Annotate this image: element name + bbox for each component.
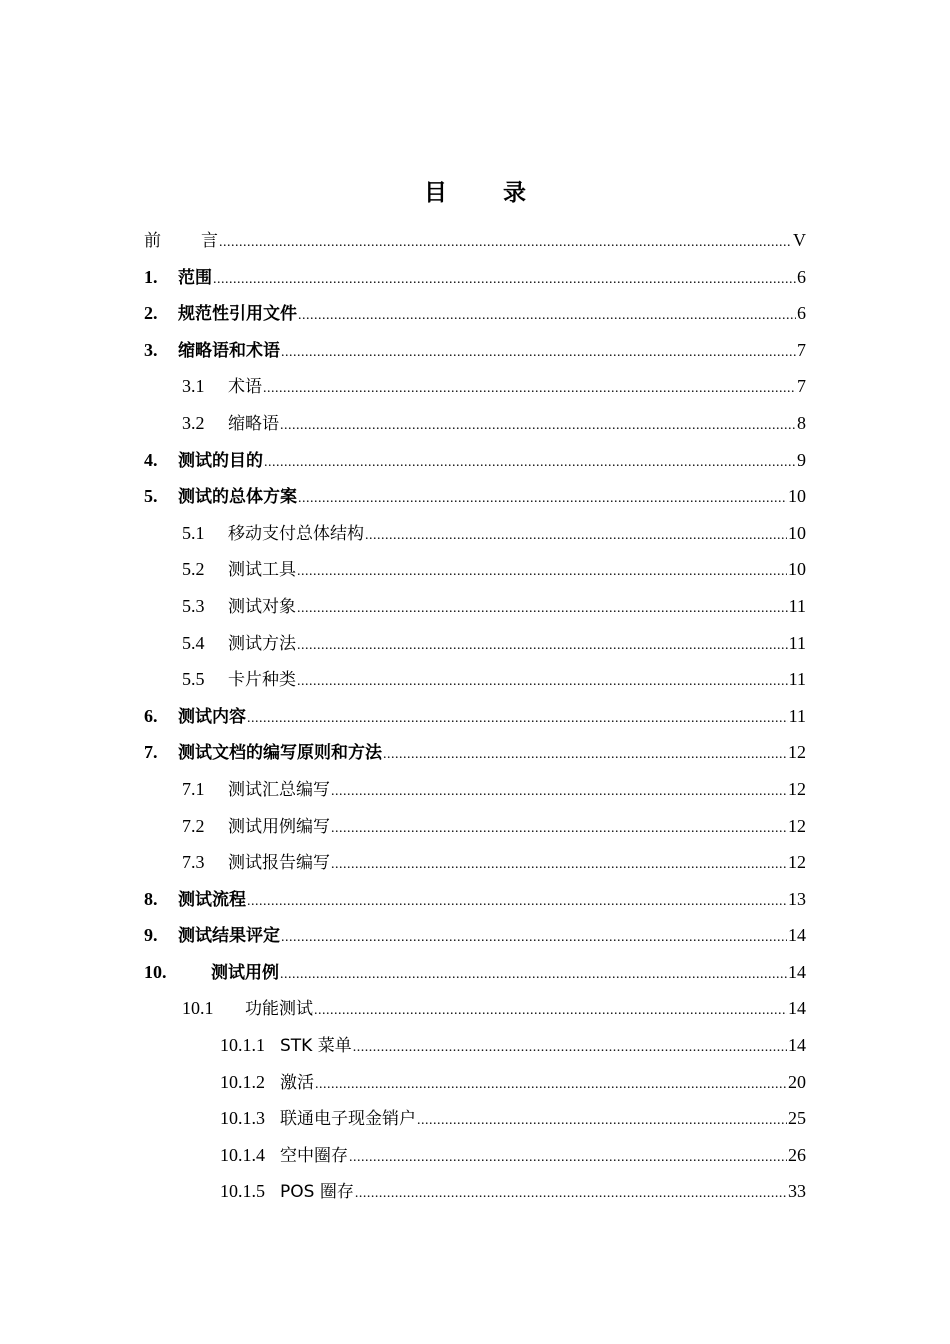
toc-entry-label: 测试对象 bbox=[228, 596, 296, 617]
toc-entry[interactable] bbox=[144, 442, 806, 479]
toc-page-number: 12 bbox=[788, 852, 806, 873]
dot-leader bbox=[263, 369, 796, 408]
toc-entry-number: 10.1.4 bbox=[220, 1144, 265, 1165]
toc-page-number: 10 bbox=[788, 486, 806, 507]
toc-page-number: 25 bbox=[788, 1108, 806, 1129]
toc-entry-label: 移动支付总体结构 bbox=[228, 523, 364, 544]
dot-leader bbox=[417, 1101, 787, 1140]
toc-entry-number: 10.1.1 bbox=[220, 1035, 265, 1056]
dot-leader bbox=[298, 479, 787, 518]
dot-leader bbox=[280, 406, 796, 445]
dot-leader bbox=[213, 260, 796, 299]
dot-leader bbox=[281, 918, 787, 957]
toc-page-number: 13 bbox=[788, 888, 806, 909]
toc-page-number: 12 bbox=[788, 815, 806, 836]
toc-entry-number: 5.1 bbox=[182, 522, 205, 543]
dot-leader bbox=[383, 735, 787, 774]
toc-entry-label: POS 圈存 bbox=[280, 1182, 354, 1203]
toc-entry-number: 5. bbox=[144, 486, 158, 507]
toc-entry-label: 术语 bbox=[228, 377, 262, 398]
toc-entry-number: 10.1.5 bbox=[220, 1181, 265, 1202]
toc-entry-label: 测试文档的编写原则和方法 bbox=[178, 743, 382, 764]
toc-entry[interactable] bbox=[144, 881, 806, 918]
toc-page-number: 6 bbox=[797, 266, 806, 287]
dot-leader bbox=[280, 955, 787, 994]
toc-entry-label: 缩略语和术语 bbox=[178, 340, 280, 361]
toc-entry-number: 1. bbox=[144, 266, 158, 287]
toc-page-number: 6 bbox=[797, 303, 806, 324]
toc-page-number: 14 bbox=[788, 998, 806, 1019]
toc-entry-label: 功能测试 bbox=[245, 999, 313, 1020]
toc-entry-label: 测试汇总编写 bbox=[228, 779, 330, 800]
toc-entry[interactable] bbox=[144, 259, 806, 296]
dot-leader bbox=[355, 1174, 787, 1213]
toc-entry-label: 测试用例编写 bbox=[228, 816, 330, 837]
toc-entry[interactable] bbox=[144, 771, 806, 808]
toc-entry-preface[interactable] bbox=[144, 222, 806, 259]
toc-page-number: 26 bbox=[788, 1144, 806, 1165]
dot-leader bbox=[298, 296, 796, 335]
toc-entry-number: 3.2 bbox=[182, 412, 205, 433]
dot-leader bbox=[264, 443, 796, 482]
dot-leader bbox=[331, 772, 787, 811]
toc-entry[interactable] bbox=[144, 698, 806, 735]
toc-entry-label: 缩略语 bbox=[228, 413, 279, 434]
toc-entry[interactable] bbox=[144, 1064, 806, 1101]
toc-page-number: 10 bbox=[788, 522, 806, 543]
dot-leader bbox=[331, 845, 787, 884]
toc-entry[interactable] bbox=[144, 588, 806, 625]
dot-leader bbox=[297, 589, 788, 628]
toc-entry[interactable] bbox=[144, 295, 806, 332]
toc-entry-label: 测试的目的 bbox=[178, 450, 263, 471]
toc-list bbox=[144, 222, 806, 1210]
toc-entry-number: 9. bbox=[144, 925, 158, 946]
toc-entry[interactable] bbox=[144, 1100, 806, 1137]
toc-entry-number: 5.5 bbox=[182, 669, 205, 690]
dot-leader bbox=[315, 1065, 787, 1104]
toc-entry-label: 激活 bbox=[280, 1072, 314, 1093]
toc-entry-number: 3. bbox=[144, 339, 158, 360]
toc-entry-label: 规范性引用文件 bbox=[178, 304, 297, 325]
dot-leader bbox=[353, 1028, 787, 1067]
toc-entry[interactable] bbox=[144, 990, 806, 1027]
toc-entry[interactable] bbox=[144, 625, 806, 662]
dot-leader bbox=[349, 1138, 787, 1177]
toc-entry[interactable] bbox=[144, 478, 806, 515]
toc-entry[interactable] bbox=[144, 734, 806, 771]
toc-entry-label: 测试用例 bbox=[211, 962, 279, 983]
dot-leader bbox=[297, 626, 788, 665]
toc-entry-number: 6. bbox=[144, 705, 158, 726]
dot-leader bbox=[314, 991, 787, 1030]
toc-entry-number: 5.3 bbox=[182, 595, 205, 616]
toc-page-number: 8 bbox=[797, 412, 806, 433]
toc-entry-number: 5.4 bbox=[182, 632, 205, 653]
toc-entry-number: 7.2 bbox=[182, 815, 205, 836]
dot-leader bbox=[297, 662, 788, 701]
toc-entry[interactable] bbox=[144, 551, 806, 588]
dot-leader bbox=[331, 809, 787, 848]
toc-entry-number: 10. bbox=[144, 961, 167, 982]
toc-entry-label: 空中圈存 bbox=[280, 1145, 348, 1166]
toc-entry-label: STK 菜单 bbox=[280, 1036, 352, 1057]
toc-entry-label: 前 言 bbox=[144, 231, 218, 251]
toc-entry-number: 4. bbox=[144, 449, 158, 470]
toc-entry-number: 3.1 bbox=[182, 376, 205, 397]
toc-entry-label: 测试内容 bbox=[178, 706, 246, 727]
toc-entry[interactable] bbox=[144, 661, 806, 698]
dot-leader bbox=[281, 333, 796, 372]
toc-entry-label: 测试流程 bbox=[178, 889, 246, 910]
toc-entry[interactable] bbox=[144, 844, 806, 881]
toc-page-number: 11 bbox=[788, 669, 806, 690]
toc-entry-label: 测试方法 bbox=[228, 633, 296, 654]
dot-leader bbox=[247, 882, 787, 921]
toc-entry[interactable] bbox=[144, 1137, 806, 1174]
toc-page-number: 11 bbox=[788, 632, 806, 653]
toc-page-number: 11 bbox=[788, 595, 806, 616]
toc-entry-number: 10.1.2 bbox=[220, 1071, 265, 1092]
toc-page-number: 14 bbox=[788, 961, 806, 982]
toc-entry-number: 2. bbox=[144, 303, 158, 324]
toc-entry[interactable] bbox=[144, 368, 806, 405]
toc-entry-number: 7.1 bbox=[182, 778, 205, 799]
toc-entry-label: 联通电子现金销户 bbox=[280, 1109, 416, 1130]
toc-entry-number: 5.2 bbox=[182, 559, 205, 580]
toc-page-number: 12 bbox=[788, 778, 806, 799]
dot-leader bbox=[297, 552, 787, 591]
toc-page-number: 33 bbox=[788, 1181, 806, 1202]
toc-page-number: 7 bbox=[797, 376, 806, 397]
dot-leader bbox=[219, 223, 792, 262]
toc-entry-number: 7. bbox=[144, 742, 158, 763]
toc-page-number: 9 bbox=[797, 449, 806, 470]
toc-page-number: 12 bbox=[788, 742, 806, 763]
toc-entry[interactable] bbox=[144, 808, 806, 845]
toc-entry-label: 测试结果评定 bbox=[178, 926, 280, 947]
toc-entry[interactable] bbox=[144, 917, 806, 954]
toc-page-number: 10 bbox=[788, 559, 806, 580]
toc-entry-label: 卡片种类 bbox=[228, 670, 296, 691]
toc-entry-label: 范围 bbox=[178, 267, 212, 288]
toc-entry[interactable] bbox=[144, 954, 806, 991]
toc-page-number: 14 bbox=[788, 925, 806, 946]
toc-entry[interactable] bbox=[144, 1027, 806, 1064]
toc-page-number: V bbox=[793, 230, 806, 250]
toc-page-number: 11 bbox=[788, 705, 806, 726]
toc-entry-label: 测试报告编写 bbox=[228, 853, 330, 874]
toc-entry-number: 7.3 bbox=[182, 852, 205, 873]
toc-title: 目 录 bbox=[423, 180, 550, 206]
toc-entry[interactable] bbox=[144, 515, 806, 552]
dot-leader bbox=[247, 699, 788, 738]
toc-entry[interactable] bbox=[144, 405, 806, 442]
toc-entry-number: 8. bbox=[144, 888, 158, 909]
toc-entry-number: 10.1 bbox=[182, 998, 214, 1019]
dot-leader bbox=[365, 516, 787, 555]
toc-page-number: 14 bbox=[788, 1035, 806, 1056]
toc-entry-number: 10.1.3 bbox=[220, 1108, 265, 1129]
toc-entry[interactable] bbox=[144, 1173, 806, 1210]
toc-entry-label: 测试的总体方案 bbox=[178, 487, 297, 508]
toc-page-number: 7 bbox=[797, 339, 806, 360]
toc-page-number: 20 bbox=[788, 1071, 806, 1092]
toc-entry-label: 测试工具 bbox=[228, 560, 296, 581]
toc-entry[interactable] bbox=[144, 332, 806, 369]
